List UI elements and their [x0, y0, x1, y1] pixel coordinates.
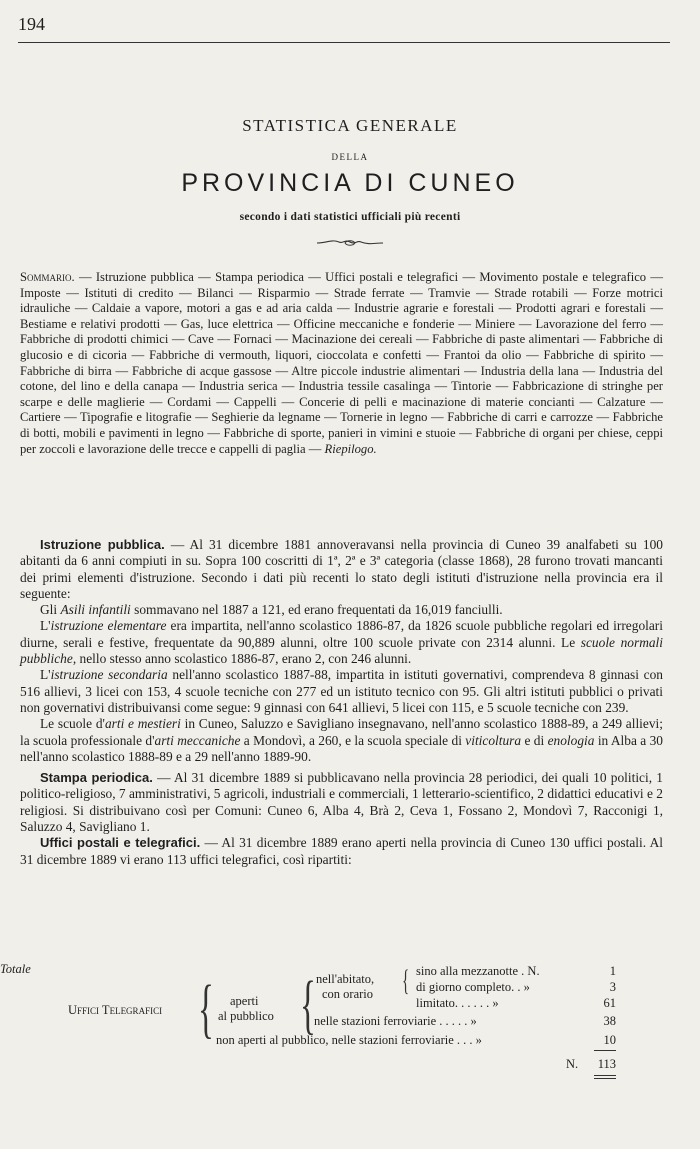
- summary: [20, 270, 663, 457]
- value-non-aperti: 10: [603, 1033, 616, 1047]
- value-stazioni: 38: [603, 1014, 616, 1028]
- page-number: 194: [18, 14, 45, 34]
- heading-stampa: Stampa periodica.: [40, 770, 153, 786]
- paragraph-elementare: [20, 618, 663, 667]
- header-rule: [18, 42, 670, 43]
- row-non-aperti: non aperti al pubblico, nelle stazioni ferroviarie . . . »: [216, 1033, 482, 1047]
- text-span: L': [40, 618, 51, 634]
- text-span: Gli: [40, 602, 61, 618]
- stampa-text: — Al 31 dicembre 1889 si pubblicavano nella provincia 28 periodici, dei quali 10 politici, 1 politico-religioso, 7 amministrativi, 5 agricoli, industriali e commerciali, 1 letterario-scientifico, 2 didattici educativi e 2 religiosi. Si distribuivano così per Comuni: Cuneo 6, Alba 4, Brà 2, Ceva 1, Fossano 2, Mondovì 7, Racconigi 1, Saluzzo 4, Savigliano 1.: [20, 770, 663, 835]
- text-span: L': [40, 667, 51, 683]
- heading-istruzione: Istruzione pubblica.: [40, 537, 165, 552]
- italic-term: enologia: [547, 732, 595, 748]
- italic-term: Asili infantili: [60, 602, 131, 618]
- value-limitato: 61: [603, 996, 616, 1010]
- double-rule: [594, 1075, 616, 1076]
- summary-label: Sommario.: [20, 270, 75, 284]
- title-line-1: STATISTICA GENERALE: [242, 116, 458, 135]
- italic-term: arti meccaniche: [154, 732, 241, 748]
- telegraph-table: [0, 962, 700, 1102]
- text-span: e di: [521, 732, 548, 748]
- abitato-label: nell'abitato,: [316, 972, 375, 986]
- brace-icon: {: [198, 972, 214, 1045]
- total-n: N.: [566, 1057, 579, 1071]
- text-span: a Mondovì, a 260, e la scuola speciale di: [240, 732, 466, 748]
- italic-term: scuole normali pubbliche: [20, 634, 664, 667]
- table-row-label: Uffici Telegrafici: [68, 1003, 163, 1017]
- istruzione-text: — Al 31 dicembre 1881 annoveravansi nella provincia di Cuneo 39 analfabeti su 100 abitanti da 6 anni compiuti in su. Sopra 100 coscritti di 1ª, 2ª e 3ª categoria (classe 1868), 28 furono trovati mancanti dei primi elementi d'istruzione. Secondo i dati più recenti lo stato degli istituti d'istruzione nella provincia era il seguente:: [20, 537, 663, 601]
- text-span: Le scuole d': [40, 716, 105, 732]
- paragraph-uffici: [20, 835, 663, 868]
- body-text: [20, 532, 663, 868]
- subtitle: secondo i dati statistici ufficiali più recenti: [239, 211, 461, 223]
- uffici-text: — Al 31 dicembre 1889 erano aperti nella provincia di Cuneo 130 uffici postali. Al 31 dicembre 1889 vi erano 113 uffici telegrafici, così ripartiti:: [20, 835, 663, 867]
- paragraph-secondaria: [20, 667, 663, 716]
- total-value: 113: [597, 1057, 616, 1071]
- value-mezzanotte: 1: [609, 964, 616, 978]
- main-title: PROVINCIA DI CUNEO: [181, 169, 519, 197]
- paragraph-stampa: [20, 770, 663, 835]
- brace-icon: {: [300, 968, 316, 1041]
- title-line-2: DELLA: [331, 152, 369, 162]
- row-mezzanotte: sino alla mezzanotte . N.: [416, 964, 540, 978]
- summary-end: Riepilogo.: [324, 441, 377, 456]
- text-span: nell'anno scolastico 1887-88, impartita in istituti governativi, comprendeva 8 ginnasi con 516 allievi, 3 licei con 153, 4 scuole tecniche con 277 ed un istituto tecnico con 95. Gli altri istituti pubblici o privati non governativi distribuivansi come segue: 9 ginnasi con 641 allievi, 5 licei con 115, e 5 scuole tecniche con 239.: [20, 667, 664, 715]
- row-limitato: limitato. . . . . . »: [416, 996, 499, 1010]
- paragraph-asili: [20, 602, 663, 618]
- row-stazioni: nelle stazioni ferroviarie . . . . . »: [314, 1014, 477, 1028]
- paragraph-istruzione: [20, 537, 663, 602]
- text-span: sommavano nel 1887 a 121, ed erano frequentati da 16,019 fanciulli.: [130, 602, 503, 618]
- text-span: era impartita, nell'anno scolastico 1886-87, da 1826 scuole pubbliche regolari ed irregolari diurne, serali e festive, frequentate da 90,889 alunni, oltre 100 scuole private con 2314 alunni. Le: [20, 618, 663, 650]
- aperti-label: aperti: [230, 994, 259, 1008]
- italic-term: viticoltura: [465, 732, 522, 748]
- orario-label: con orario: [322, 987, 374, 1001]
- row-giorno: di giorno completo. . »: [416, 980, 530, 994]
- paragraph-arti: [20, 716, 663, 765]
- total-label: Totale: [0, 962, 31, 976]
- heading-uffici: Uffici postali e telegrafici.: [40, 835, 201, 851]
- ornament-icon: [315, 236, 385, 250]
- text-span: in Alba a 30 nell'anno scolastico 1888-89 e a 29 nell'anno 1889-90.: [20, 732, 663, 764]
- italic-term: istruzione elementare: [50, 618, 167, 634]
- italic-term: arti e mestieri: [104, 716, 181, 732]
- pubblico-label: al pubblico: [218, 1009, 274, 1023]
- summary-text: — Istruzione pubblica — Stampa periodica — Uffici postali e telegrafici — Movimento postale e telegrafico — Imposte — Istituti di credito — Bilanci — Risparmio — Strade ferrate — Tramvie — Strade rotabili — Forze motrici idrauliche — Caldaie a vapore, motori a gas e ad aria calda — Industrie agrarie e forestali — Prodotti agrari e forestali — Bestiame e relativi prodotti — Gas, luce elettrica — Officine meccaniche e fonderie — Miniere — Lavorazione del ferro — Fabbriche di prodotti chimici — Cave — Fornaci — Macinazione dei cereali — Fabbriche di paste alimentari — Fabbriche di glucosio e di cicoria — Fabbriche di vermouth, liquori, cioccolata e confetti — Frantoi da olio — Fabbriche di spirito — Fabbriche di birra — Fabbriche di acque gassose — Altre piccole industrie alimentari — Industria della lana — Industria del cotone, del lino e della canapa — Industria serica — Industria tessile casalinga — Tintorie — Fabbricazione di stringhe per scarpe e delle maglierie — Cordami — Cappelli — Concerie di pelli e macinazione di materie concianti — Calzature — Cartiere — Tipografie e litografie — Seghierie da legname — Tornerie in legno — Fabbriche di carri e carrozze — Fabbriche di botti, mobili e pavimenti in legno — Fabbriche di sporte, panieri in vimini e stuoie — Fabbriche di organi per chiese, ceppi per zoccoli e lavorazione delle trecce e cappelli di paglia —: [20, 270, 663, 456]
- text-span: , nello stesso anno scolastico 1886-87, erano 2, con 246 alunni.: [72, 651, 412, 667]
- text-span: in Cuneo, Saluzzo e Savigliano insegnavano, nell'anno scolastico 1888-89, a 249 allievi; la scuola professionale d': [20, 716, 663, 748]
- sum-rule: [594, 1050, 616, 1051]
- double-rule: [594, 1078, 616, 1079]
- brace-icon: {: [402, 964, 410, 997]
- italic-term: istruzione secondaria: [50, 667, 168, 683]
- value-giorno: 3: [609, 980, 616, 994]
